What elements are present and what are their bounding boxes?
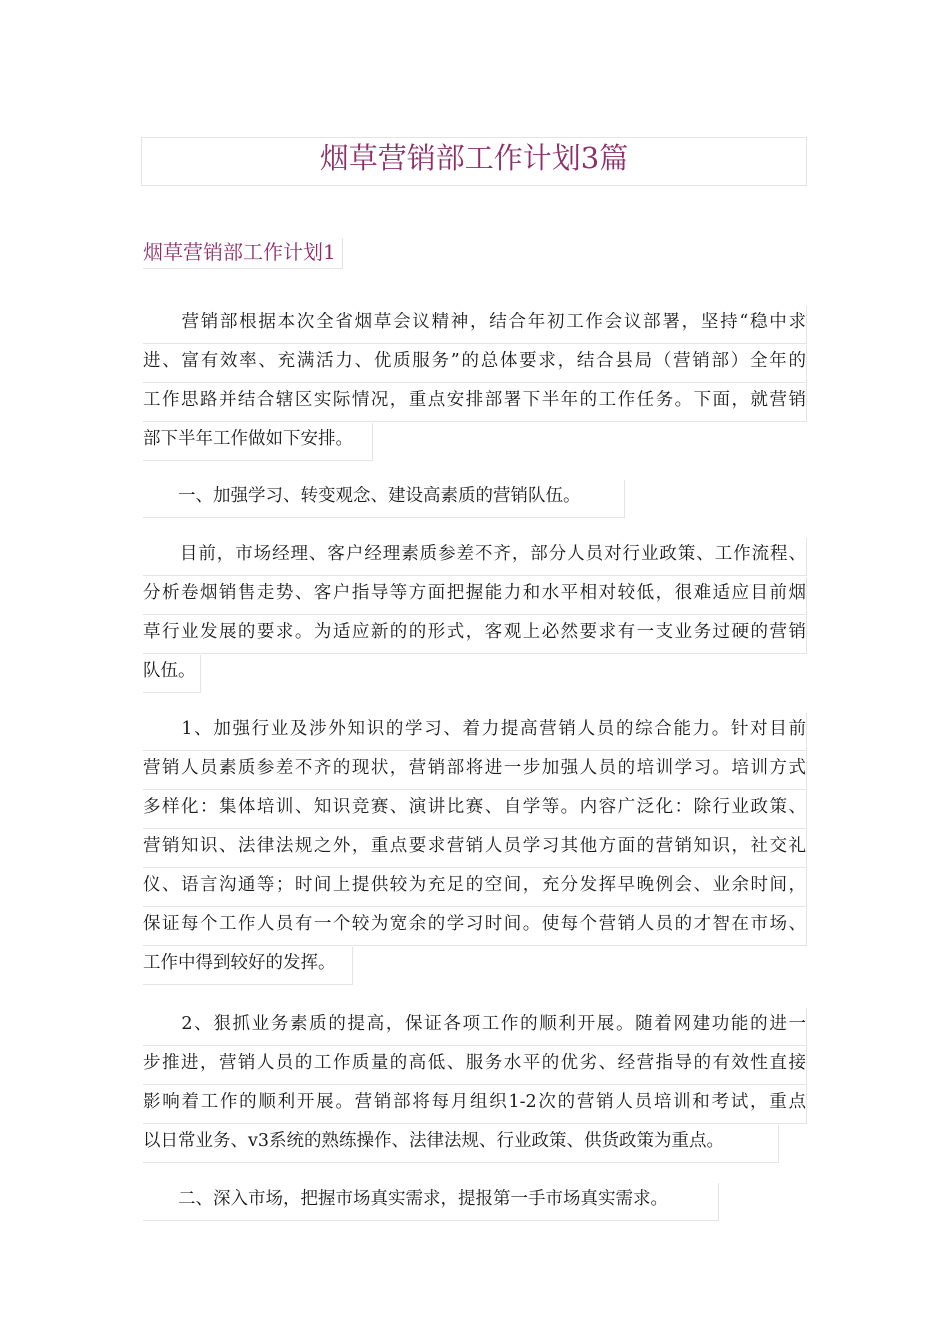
paragraph-line: 2、狠抓业务素质的提高，保证各项工作的顺利开展。随着网建功能的进一 — [143, 1008, 807, 1046]
paragraph-line: 营销知识、法律法规之外，重点要求营销人员学习其他方面的营销知识，社交礼 — [143, 830, 807, 868]
paragraph-line: 分析卷烟销售走势、客户指导等方面把握能力和水平相对较低，很难适应目前烟 — [143, 577, 807, 615]
paragraph-line: 以日常业务、v3系统的熟练操作、法律法规、行业政策、供货政策为重点。 — [143, 1125, 779, 1163]
paragraph-line: 营销部根据本次全省烟草会议精神，结合年初工作会议部署，坚持“稳中求 — [143, 306, 807, 344]
paragraph-line: 仪、语言沟通等；时间上提供较为充足的空间，充分发挥早晚例会、业余时间， — [143, 869, 807, 907]
paragraph-line: 部下半年工作做如下安排。 — [143, 423, 373, 461]
paragraph-line: 多样化：集体培训、知识竞赛、演讲比赛、自学等。内容广泛化：除行业政策、 — [143, 791, 807, 829]
paragraph-line: 进、富有效率、充满活力、优质服务”的总体要求，结合县局（营销部）全年的 — [143, 345, 807, 383]
paragraph-line: 影响着工作的顺利开展。营销部将每月组织1-2次的营销人员培训和考试，重点 — [143, 1086, 807, 1124]
paragraph-line: 草行业发展的要求。为适应新的的形式，客观上必然要求有一支业务过硬的营销 — [143, 616, 807, 654]
section-line: 一、加强学习、转变观念、建设高素质的营销队伍。 — [143, 480, 625, 518]
paragraph-line: 目前，市场经理、客户经理素质参差不齐，部分人员对行业政策、工作流程、 — [143, 538, 807, 576]
paragraph-line: 工作中得到较好的发挥。 — [143, 947, 353, 985]
paragraph-line: 工作思路并结合辖区实际情况，重点安排部署下半年的工作任务。下面，就营销 — [143, 384, 807, 422]
paragraph-line: 队伍。 — [143, 655, 201, 693]
section-line: 二、深入市场，把握市场真实需求，提报第一手市场真实需求。 — [143, 1183, 719, 1221]
document-title: 烟草营销部工作计划3篇 — [141, 137, 807, 186]
paragraph-line: 保证每个工作人员有一个较为宽余的学习时间。使每个营销人员的才智在市场、 — [143, 908, 807, 946]
paragraph-line: 步推进，营销人员的工作质量的高低、服务水平的优劣、经营指导的有效性直接 — [143, 1047, 807, 1085]
paragraph-line: 1、加强行业及涉外知识的学习、着力提高营销人员的综合能力。针对目前 — [143, 713, 807, 751]
section-heading: 烟草营销部工作计划1 — [143, 238, 343, 269]
paragraph-line: 营销人员素质参差不齐的现状，营销部将进一步加强人员的培训学习。培训方式 — [143, 752, 807, 790]
